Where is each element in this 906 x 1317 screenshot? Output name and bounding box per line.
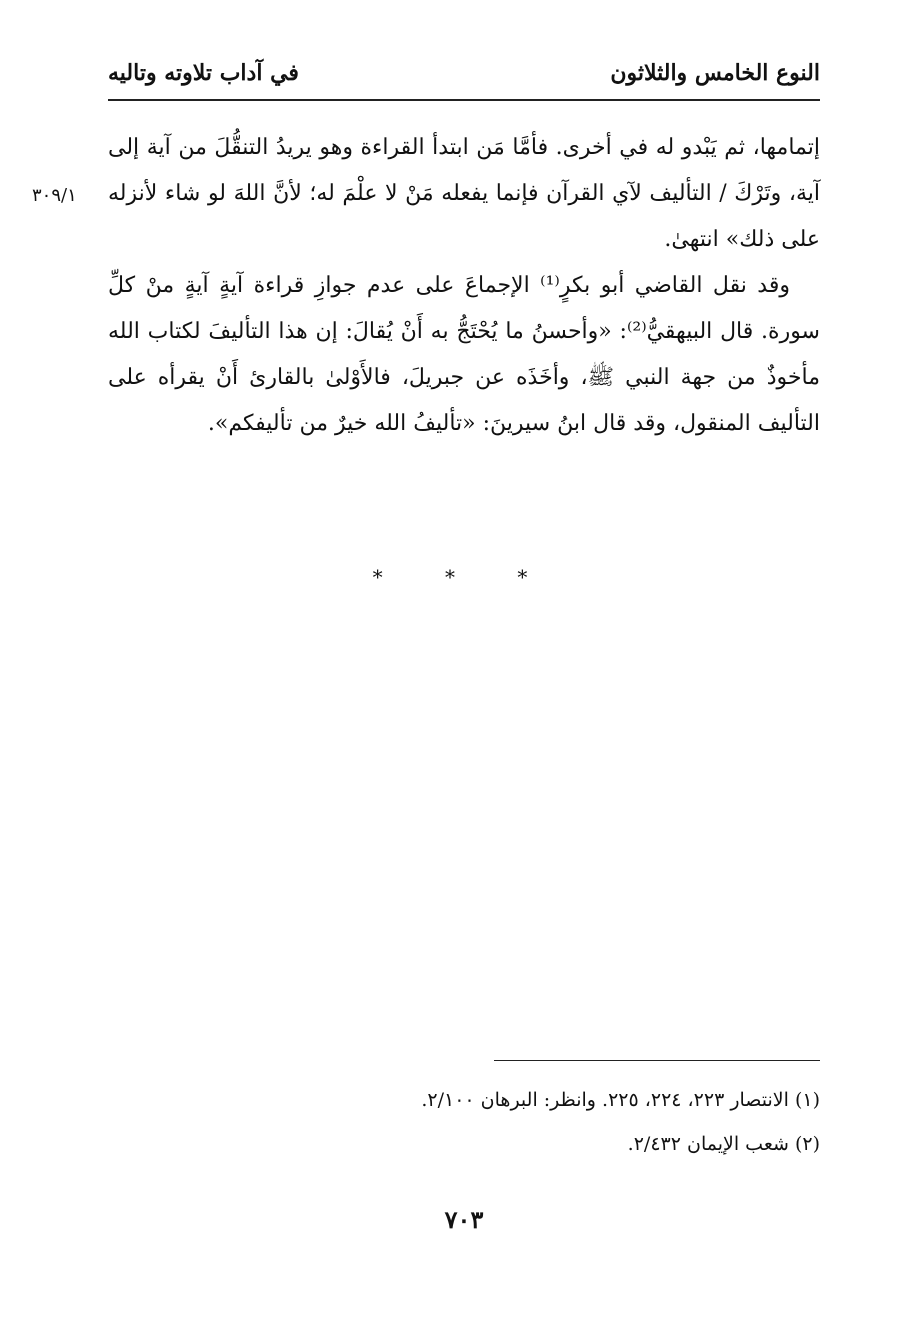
paragraph-2: وقد نقل القاضي أبو بكرٍ⁽¹⁾ الإجماعَ على عدم جوازِ قراءة آيةٍ آيةٍ منْ كلِّ سورة. قال البيهقيُّ⁽²⁾: «وأحسنُ ما يُحْتَجُّ به أَنْ يُقالَ: إن هذا التأليفَ لكتاب الله مأخوذٌ من جهة النبي ﷺ، وأخَذَه عن جبريلَ، فالأَوْلىٰ بالقارئ أَنْ يقرأه على التأليف المنقول، وقد قال ابنُ سيرينَ: «تأليفُ الله خيرٌ من تأليفكم».	[108, 273, 820, 436]
section-separator: * * *	[372, 565, 556, 589]
main-text	[108, 125, 820, 447]
footnote-1: (١) الانتصار ٢٢٣، ٢٢٤، ٢٢٥. وانظر: البرهان ٢/١٠٠.	[421, 1089, 820, 1111]
footnotes	[108, 1078, 820, 1166]
page-number: ٧٠٣	[444, 1205, 484, 1234]
footnote-2: (٢) شعب الإيمان ٢/٤٣٢.	[627, 1133, 820, 1155]
header-rule	[108, 99, 820, 101]
section-title: في آداب تلاوته وتاليه	[108, 60, 299, 86]
chapter-title: النوع الخامس والثلاثون	[610, 60, 820, 86]
paragraph-1: إتمامها، ثم يَبْدو له في أخرى. فأمَّا مَن ابتدأ القراءة وهو يريدُ التنقُّلَ من آية إلى آية، وتَرْكَ / التأليف لآي القرآن فإنما يفعله مَنْ لا علْمَ له؛ لأنَّ اللهَ لو شاء لأنزله على ذلك» انتهىٰ.	[108, 135, 820, 252]
footnote-rule	[494, 1060, 820, 1061]
margin-reference: ٣٠٩/١	[32, 185, 77, 206]
running-header	[108, 52, 820, 94]
